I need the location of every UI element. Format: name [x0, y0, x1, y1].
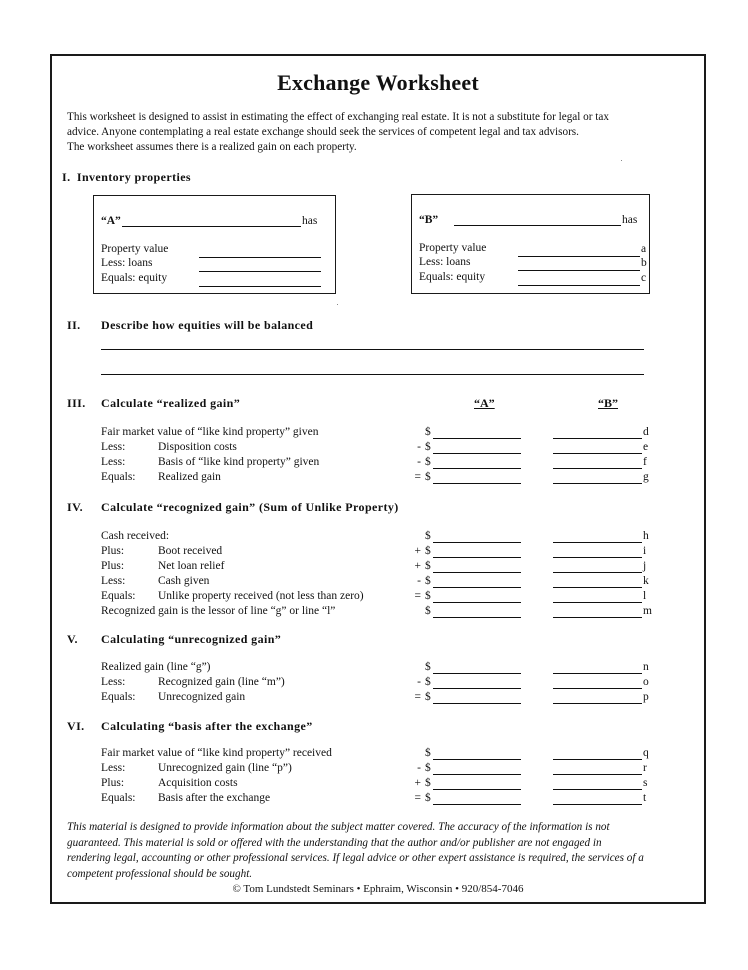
row-prefix: Equals:: [101, 792, 136, 804]
row-prefix: Equals:: [101, 471, 136, 483]
row-prefix: Less:: [101, 575, 126, 587]
intro-line: The worksheet assumes there is a realized gain on each property.: [67, 141, 357, 153]
dollar-sign: $: [425, 792, 431, 804]
row-label: Recognized gain is the lessor of line “g” or line “l”: [101, 605, 336, 617]
section-1-heading: [62, 170, 191, 185]
row-operator: +: [414, 777, 421, 789]
value-b-field[interactable]: [553, 789, 642, 790]
row-label: Boot received: [158, 545, 223, 557]
calc-row: [52, 471, 704, 486]
value-b-field[interactable]: [553, 542, 642, 543]
disclaimer: [67, 820, 697, 882]
row-operator: -: [417, 676, 421, 688]
property-a-label: “A”: [101, 215, 121, 227]
value-b-field[interactable]: [553, 759, 642, 760]
dollar-sign: $: [425, 575, 431, 587]
dollar-sign: $: [425, 426, 431, 438]
value-a-field[interactable]: [433, 759, 521, 760]
dollar-sign: $: [425, 747, 431, 759]
property-b-loans-field[interactable]: [518, 270, 640, 271]
line-letter: k: [643, 575, 649, 587]
column-b-header: “B”: [598, 396, 619, 410]
value-b-field[interactable]: [553, 617, 642, 618]
dollar-sign: $: [425, 762, 431, 774]
disclaimer-line: competent professional should be sought.: [67, 867, 253, 880]
section-title: Describe how equities will be balanced: [101, 318, 314, 332]
line-letter: p: [643, 691, 649, 703]
line-letter: h: [643, 530, 649, 542]
row-prefix: Less:: [101, 762, 126, 774]
equity-label: Equals: equity: [419, 271, 486, 283]
row-prefix: Equals:: [101, 590, 136, 602]
value-a-field[interactable]: [433, 453, 521, 454]
value-b-field[interactable]: [553, 673, 642, 674]
dollar-sign: $: [425, 661, 431, 673]
dollar-sign: $: [425, 545, 431, 557]
value-a-field[interactable]: [433, 774, 521, 775]
equity-balance-line-2[interactable]: [101, 374, 644, 375]
section-number: V.: [67, 632, 78, 646]
row-prefix: Plus:: [101, 560, 125, 572]
intro-line: This worksheet is designed to assist in estimating the effect of exchanging real estate. It is not a substitute for legal or tax: [67, 111, 609, 123]
line-letter: n: [643, 661, 649, 673]
row-operator: -: [417, 441, 421, 453]
dollar-sign: $: [425, 605, 431, 617]
value-b-field[interactable]: [553, 438, 642, 439]
row-label: Realized gain: [158, 471, 221, 483]
line-letter: t: [643, 792, 647, 804]
row-label: Recognized gain (line “m”): [158, 676, 285, 688]
value-b-field[interactable]: [553, 468, 642, 469]
section-title: Calculating “basis after the exchange”: [101, 719, 313, 733]
property-a-equity-field[interactable]: [199, 286, 321, 287]
dollar-sign: $: [425, 676, 431, 688]
calc-row: [52, 747, 704, 762]
property-b-equity-field[interactable]: [518, 285, 640, 286]
property-b-name-field[interactable]: [454, 211, 621, 226]
property-b-label: “B”: [419, 214, 439, 226]
copyright-line: © Tom Lundstedt Seminars • Ephraim, Wisconsin • 920/854-7046: [232, 883, 524, 895]
scan-speck: [621, 160, 622, 161]
row-operator: -: [417, 575, 421, 587]
value-a-field[interactable]: [433, 542, 521, 543]
calc-row: [52, 777, 704, 792]
has-label: has: [302, 215, 318, 227]
dollar-sign: $: [425, 441, 431, 453]
row-operator: +: [414, 560, 421, 572]
section-number: IV.: [67, 500, 83, 514]
dollar-sign: $: [425, 471, 431, 483]
property-a-value-field[interactable]: [199, 257, 321, 258]
value-b-field[interactable]: [553, 774, 642, 775]
line-letter: a: [641, 243, 647, 255]
intro-line: advice. Anyone contemplating a real estate exchange should seek the services of competent legal and tax advisors.: [67, 126, 579, 138]
dollar-sign: $: [425, 777, 431, 789]
row-label: Fair market value of “like kind property” received: [101, 747, 332, 759]
row-prefix: Plus:: [101, 777, 125, 789]
equity-label: Equals: equity: [101, 272, 168, 284]
dollar-sign: $: [425, 560, 431, 572]
dollar-sign: $: [425, 530, 431, 542]
value-a-field[interactable]: [433, 617, 521, 618]
calc-row: [52, 661, 704, 676]
disclaimer-line: This material is designed to provide information about the subject matter covered. The accuracy of the information is not: [67, 821, 610, 833]
line-letter: b: [641, 257, 647, 269]
value-a-field[interactable]: [433, 572, 521, 573]
line-letter: f: [643, 456, 647, 468]
line-letter: q: [643, 747, 649, 759]
property-a-name-field[interactable]: [122, 212, 301, 227]
section-title: Calculate “recognized gain” (Sum of Unlike Property): [101, 500, 399, 514]
row-label: Acquisition costs: [158, 777, 238, 789]
value-b-field[interactable]: [553, 557, 642, 558]
calc-row: [52, 605, 704, 620]
row-operator: =: [414, 590, 421, 602]
row-prefix: Less:: [101, 441, 126, 453]
calc-row: [52, 545, 704, 560]
section-number: II.: [67, 318, 81, 332]
property-a-loans-field[interactable]: [199, 271, 321, 272]
has-label: has: [622, 214, 638, 226]
section-number: VI.: [67, 719, 85, 733]
calc-row: [52, 792, 704, 807]
loans-label: Less: loans: [101, 257, 153, 269]
line-letter: c: [641, 272, 647, 284]
property-b-value-field[interactable]: [518, 256, 640, 257]
scan-speck: [337, 304, 338, 305]
calc-row: [52, 676, 704, 691]
row-operator: +: [414, 545, 421, 557]
calc-row: [52, 426, 704, 441]
value-b-field[interactable]: [553, 688, 642, 689]
calc-row: [52, 590, 704, 605]
row-operator: =: [414, 691, 421, 703]
equity-balance-line-1[interactable]: [101, 349, 644, 350]
value-a-field[interactable]: [433, 438, 521, 439]
column-a-header: “A”: [474, 396, 495, 410]
value-a-field[interactable]: [433, 468, 521, 469]
line-letter: g: [643, 471, 649, 483]
line-letter: d: [643, 426, 649, 438]
row-label: Cash received:: [101, 530, 170, 542]
section-title: Calculate “realized gain”: [101, 396, 241, 410]
row-prefix: Less:: [101, 676, 126, 688]
row-operator: =: [414, 792, 421, 804]
disclaimer-line: rendering legal, accounting or other professional services. If legal advice or other expert assistance is required, the services of a: [67, 852, 644, 864]
row-label: Net loan relief: [158, 560, 225, 572]
value-a-field[interactable]: [433, 587, 521, 588]
value-a-field[interactable]: [433, 483, 521, 484]
row-label: Disposition costs: [158, 441, 237, 453]
line-letter: m: [643, 605, 652, 617]
calc-row: [52, 530, 704, 545]
calc-row: [52, 762, 704, 777]
value-b-field[interactable]: [553, 804, 642, 805]
property-a-box: [93, 195, 336, 294]
dollar-sign: $: [425, 691, 431, 703]
intro-paragraph: [67, 110, 697, 155]
value-a-field[interactable]: [433, 789, 521, 790]
calc-row: [52, 575, 704, 590]
section-title: Calculating “unrecognized gain”: [101, 632, 282, 646]
property-value-label: Property value: [419, 242, 487, 254]
value-b-field[interactable]: [553, 572, 642, 573]
dollar-sign: $: [425, 456, 431, 468]
value-a-field[interactable]: [433, 673, 521, 674]
value-a-field[interactable]: [433, 703, 521, 704]
value-a-field[interactable]: [433, 557, 521, 558]
section-number: III.: [67, 396, 86, 410]
value-b-field[interactable]: [553, 587, 642, 588]
line-letter: r: [643, 762, 647, 774]
dollar-sign: $: [425, 590, 431, 602]
property-value-label: Property value: [101, 243, 169, 255]
value-b-field[interactable]: [553, 483, 642, 484]
row-label: Unrecognized gain (line “p”): [158, 762, 292, 774]
line-letter: o: [643, 676, 649, 688]
line-letter: i: [643, 545, 647, 557]
row-prefix: Plus:: [101, 545, 125, 557]
line-letter: e: [643, 441, 649, 453]
line-letter: l: [643, 590, 647, 602]
row-prefix: Less:: [101, 456, 126, 468]
loans-label: Less: loans: [419, 256, 471, 268]
value-a-field[interactable]: [433, 688, 521, 689]
value-b-field[interactable]: [553, 602, 642, 603]
value-a-field[interactable]: [433, 804, 521, 805]
section-title: Inventory properties: [76, 170, 191, 184]
calc-row: [52, 691, 704, 706]
row-label: Cash given: [158, 575, 210, 587]
disclaimer-line: guaranteed. This material is sold or offered with the understanding that the author and/or publisher are not engaged in: [67, 836, 602, 849]
row-label: Basis of “like kind property” given: [158, 456, 320, 468]
line-letter: j: [643, 560, 647, 572]
calc-row: [52, 456, 704, 471]
calc-row: [52, 441, 704, 456]
value-b-field[interactable]: [553, 453, 642, 454]
row-label: Unrecognized gain: [158, 691, 246, 703]
value-b-field[interactable]: [553, 703, 642, 704]
row-operator: =: [414, 471, 421, 483]
row-operator: -: [417, 762, 421, 774]
row-operator: -: [417, 456, 421, 468]
calc-row: [52, 560, 704, 575]
worksheet-frame: [50, 54, 706, 904]
page-title: Exchange Worksheet: [277, 70, 479, 95]
row-label: Fair market value of “like kind property” given: [101, 426, 319, 438]
property-b-box: [411, 194, 650, 294]
row-prefix: Equals:: [101, 691, 136, 703]
row-label: Basis after the exchange: [158, 792, 271, 804]
section-number: I.: [62, 170, 71, 184]
row-label: Realized gain (line “g”): [101, 661, 211, 673]
value-a-field[interactable]: [433, 602, 521, 603]
line-letter: s: [643, 777, 648, 789]
row-label: Unlike property received (not less than zero): [158, 590, 364, 602]
